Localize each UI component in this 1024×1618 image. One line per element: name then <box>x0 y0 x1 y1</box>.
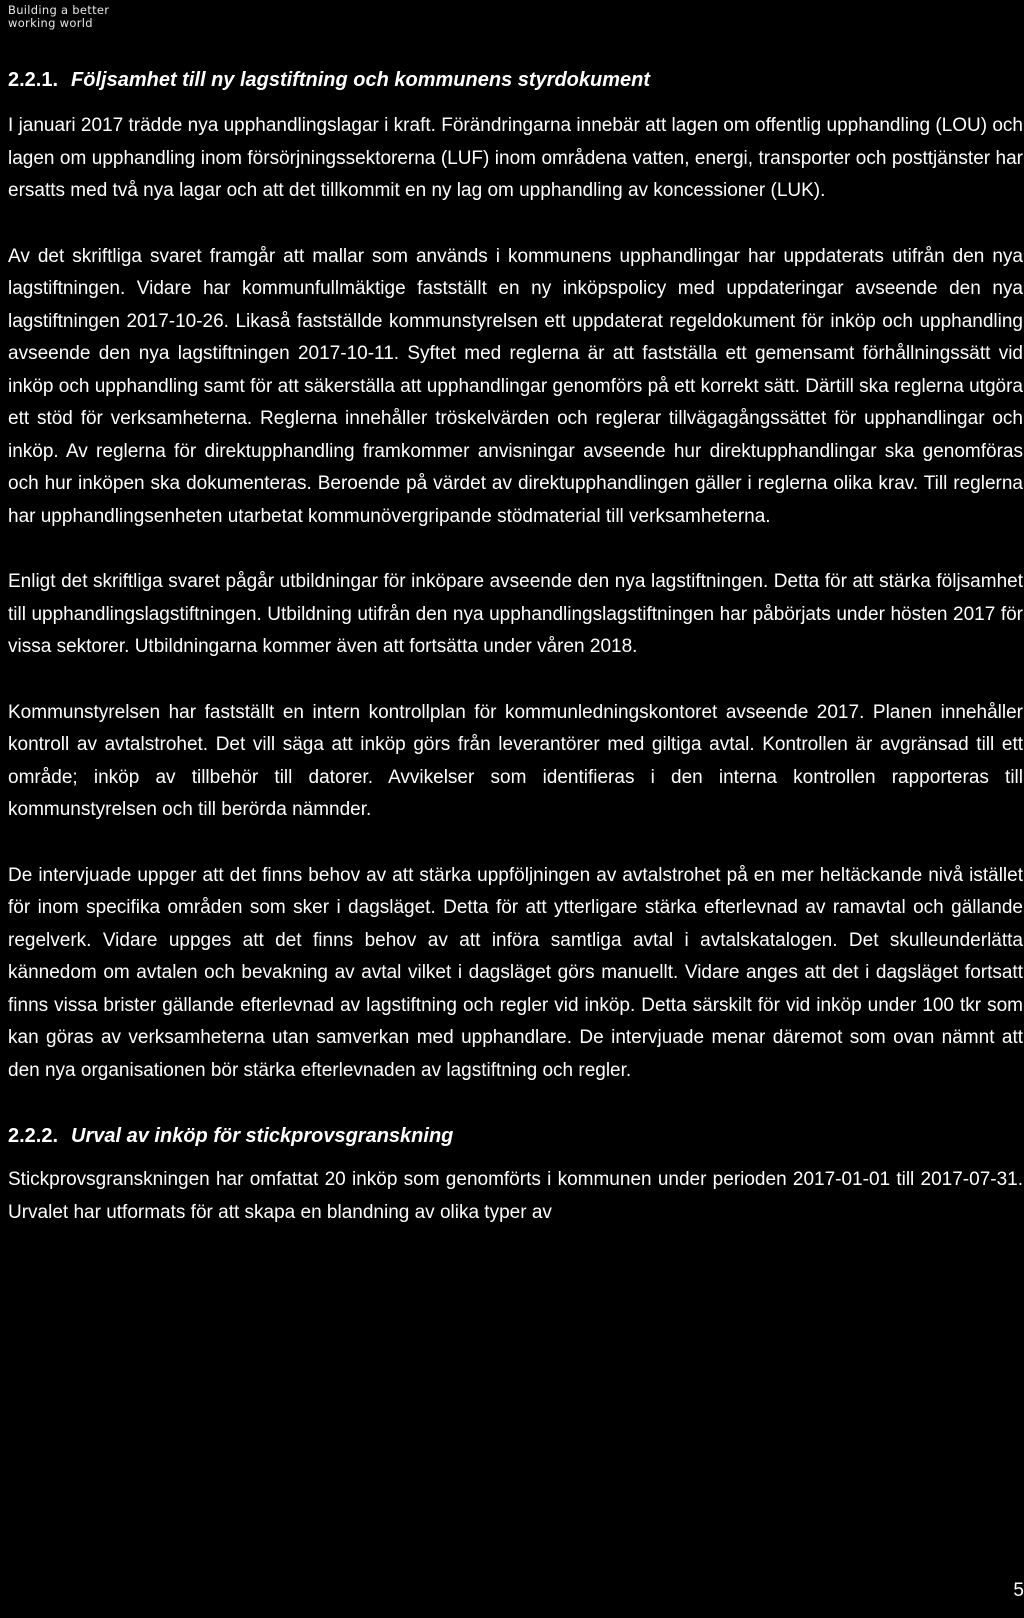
paragraph-interviewees: De intervjuade uppger att det finns behov av att stärka uppföljningen av avtalstrohet på en mer heltäckande nivå istället för inom specifika områden som sker i dagsläget. Detta för att ytterligare stärka efterlevnad av ramavtal och gällande regelverk. Vidare uppges att det finns behov av att införa samtliga avtal i avtalskatalogen. Det skulleunderlätta kännedom om avtalen och bevakning av avtal vilket i dagsläget görs manuellt. Vidare anges att det i dagsläget fortsatt finns vissa brister gällande efterlevnad av lagstiftning och regler vid inköp. Detta särskilt för vid inköp under 100 tkr som kan göras av verksamheterna utan samverkan med upphandlare. De intervjuade menar däremot som ovan nämnt att den nya organisationen bör stärka efterlevnaden av lagstiftning och regler. <box>8 864 1023 1081</box>
tagline-line-1: Building a better <box>8 3 110 17</box>
paragraph-internal-control: Kommunstyrelsen har fastställt en intern kontrollplan för kommunledningskontoret avseende 2017. Planen innehåller kontroll av avtalstrohet. Det vill säga att inköp görs från leverantörer med giltiga avtal. Kontrollen är avgränsad till ett område; inköp av tillbehör till datorer. Avvikelser som identifieras i den interna kontrollen rapporteras till kommunstyrelsen och till berörda nämnder. <box>8 701 1023 820</box>
section-heading-2-2-1 <box>8 64 1023 96</box>
paragraph-training: Enligt det skriftliga svaret pågår utbildningar för inköpare avseende den nya lagstiftningen. Detta för att stärka följsamhet till upphandlingslagstiftningen. Utbildning utifrån den nya upphandlingslagstiftningen har påbörjats under hösten 2017 för vissa sektorer. Utbildningarna kommer även att fortsätta under våren 2018. <box>8 571 1023 657</box>
paragraph-sample-review: Stickprovsgranskningen har omfattat 20 inköp som genomförts i kommunen under perioden 2017-01-01 till 2017-07-31. Urvalet har utformats för att skapa en blandning av olika typer av <box>8 1169 1023 1223</box>
tagline-line-2: working world <box>8 16 93 30</box>
paragraph-new-laws: I januari 2017 trädde nya upphandlingslagar i kraft. Förändringarna innebär att lagen om offentlig upphandling (LOU) och lagen om upphandling inom försörjningssektorerna (LUF) inom områdena vatten, energi, transporter och posttjänster har ersatts med två nya lagar och att det tillkommit en ny lag om upphandling av koncessioner (LUK). <box>8 115 1023 201</box>
company-tagline <box>8 4 109 30</box>
section-heading-2-2-2 <box>8 1120 1023 1152</box>
page-number: 5 <box>1013 1580 1024 1601</box>
section-title: Urval av inköp för stickprovsgranskning <box>71 1125 454 1147</box>
section-number: 2.2.1. <box>8 69 59 91</box>
section-number: 2.2.2. <box>8 1125 59 1147</box>
paragraph-templates-updated: Av det skriftliga svaret framgår att mallar som används i kommunens upphandlingar har uppdaterats utifrån den nya lagstiftningen. Vidare har kommunfullmäktige fastställt en ny inköpspolicy med uppdateringar avseende den nya lagstiftningen 2017-10-26. Likaså fastställde kommunstyrelsen ett uppdaterat regeldokument för inköp och upphandling avseende den nya lagstiftningen 2017-10-11. Syftet med reglerna är att fastställa ett gemensamt förhållningssätt vid inköp och upphandling samt för att säkerställa att upphandlingar genomförs på ett korrekt sätt. Därtill ska reglerna utgöra ett stöd för verksamheterna. Reglerna innehåller tröskelvärden och reglerar tillvägagångssättet för upphandlingar och inköp. Av reglerna för direktupphandling framkommer anvisningar avseende hur direktupphandlingar ska genomföras och hur inköpen ska dokumenteras. Beroende på värdet av direktupphandlingen gäller i reglerna olika krav. Till reglerna har upphandlingsenheten utarbetat kommunövergripande stödmaterial till verksamheterna. <box>8 245 1023 527</box>
document-body <box>8 64 1023 1229</box>
section-title: Följsamhet till ny lagstiftning och kommunens styrdokument <box>71 69 651 91</box>
